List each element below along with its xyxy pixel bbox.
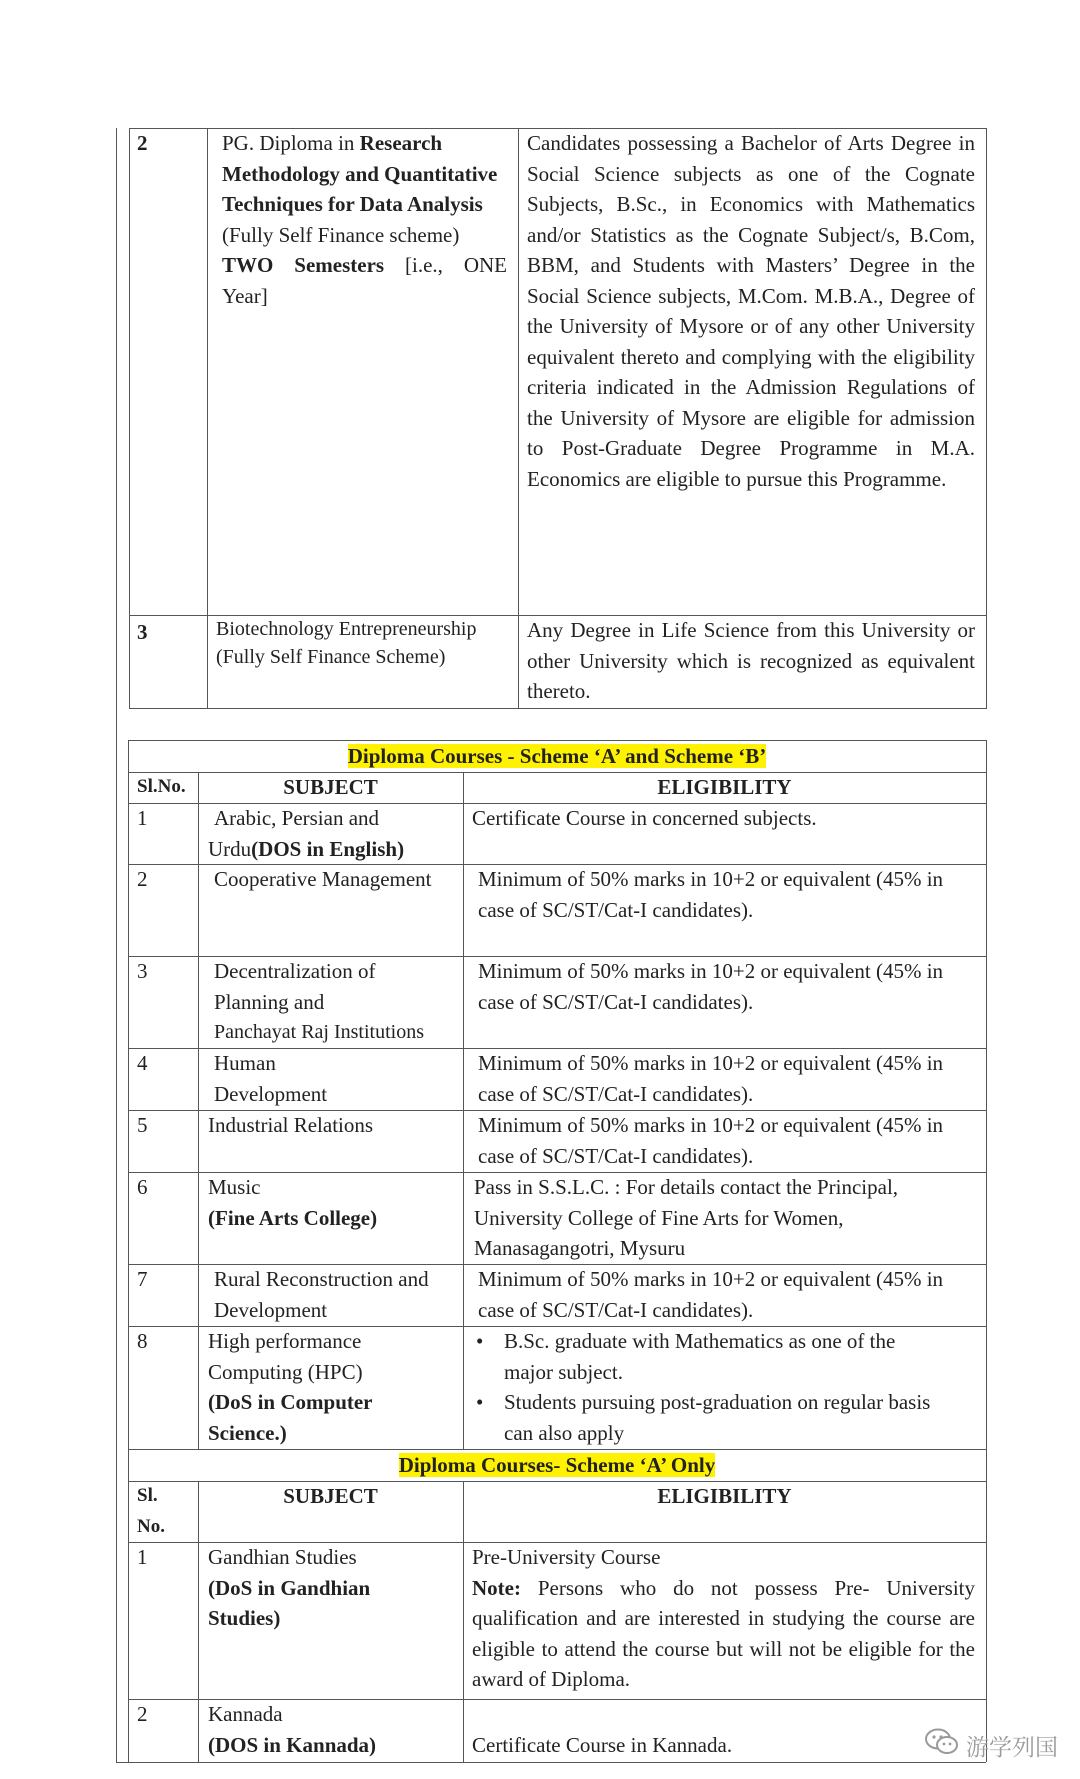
eligibility-text: Any Degree in Life Science from this University or other University which is recognized as equivalent thereto.: [527, 618, 975, 703]
wechat-icon: [924, 1727, 960, 1763]
table-row-sl: 6: [137, 1175, 148, 1199]
column-header-eligibility: ELIGIBILITY: [657, 775, 792, 799]
eligibility-text: Pre-University Course Note: Persons who do not possess Pre- University qualification and are interested in studying the course are eligible to attend the course but will not be eligible for the award of Diploma.: [472, 1545, 975, 1691]
subject-name: Cooperative Management: [214, 867, 432, 891]
subject-name: Gandhian Studies (DoS in Gandhian Studies): [208, 1545, 371, 1630]
eligibility-text: Pass in S.S.L.C. : For details contact the Principal, University College of Fine Arts for Women, Manasagangotri, Mysuru: [474, 1175, 899, 1260]
subject-name: Kannada (DOS in Kannada): [208, 1702, 377, 1757]
section-title: Diploma Courses- Scheme ‘A’ Only: [398, 1453, 716, 1477]
subject-name: Rural Reconstruction and Development: [214, 1267, 429, 1322]
table-row-sl: 4: [137, 1051, 148, 1075]
eligibility-text: Minimum of 50% marks in 10+2 or equivalent (45% in case of SC/ST/Cat-I candidates).: [478, 1267, 944, 1322]
table-row-sl: 8: [137, 1329, 148, 1353]
subject-name: High performance Computing (HPC) (DoS in Computer Science.): [208, 1329, 373, 1445]
table-row-sl: 5: [137, 1113, 148, 1137]
course-name: PG. Diploma in Research Methodology and Quantitative Techniques for Data Analysis (Fully Self Finance scheme) TWO Semesters [i.e., ONE Year]: [222, 131, 507, 308]
column-header-subject: SUBJECT: [283, 1484, 378, 1508]
table-row-sl: 1: [137, 1545, 148, 1569]
column-header-sl: Sl. No.: [137, 1485, 165, 1537]
course-name: Biotechnology Entrepreneurship (Fully Self Finance Scheme): [216, 618, 477, 668]
subject-name: Human Development: [214, 1051, 328, 1106]
table-row-sl: 1: [137, 806, 148, 830]
table-row-sl: 3: [137, 620, 148, 644]
eligibility-text: Minimum of 50% marks in 10+2 or equivalent (45% in case of SC/ST/Cat-I candidates).: [478, 959, 944, 1014]
column-header-eligibility: ELIGIBILITY: [657, 1484, 792, 1508]
subject-name: Arabic, Persian and Urdu(DOS in English): [208, 806, 405, 861]
eligibility-text: Certificate Course in concerned subjects.: [472, 806, 817, 830]
table-row-sl: 2: [137, 131, 148, 155]
eligibility-text: Candidates possessing a Bachelor of Arts Degree in Social Science subjects as one of the Cognate Subjects, B.Sc., in Economics with Mathematics and/or Statistics as the Cognate Subject/s, B.Com, BBM, and Students with Masters’ Degree in the Social Science subjects, M.Com. M.B.A., Degree of the University of Mysore or of any other University equivalent thereto and complying with the eligibility criteria indicated in the Admission Regulations of the University of Mysore are eligible for admission to Post-Graduate Degree Programme in M.A. Economics are eligible to pursue this Programme.: [527, 131, 975, 491]
subject-name: Decentralization of Planning and Panchayat Raj Institutions: [214, 959, 424, 1043]
eligibility-text: Minimum of 50% marks in 10+2 or equivalent (45% in case of SC/ST/Cat-I candidates).: [478, 1113, 944, 1168]
watermark-text: 游学列国: [966, 1734, 1058, 1761]
eligibility-text: Minimum of 50% marks in 10+2 or equivalent (45% in case of SC/ST/Cat-I candidates).: [478, 1051, 944, 1106]
table-row-sl: 3: [137, 959, 148, 983]
list-item: • Students pursuing post-graduation on regular basis can also apply: [472, 1387, 942, 1448]
table-row-sl: 7: [137, 1267, 148, 1291]
eligibility-text: Certificate Course in Kannada.: [472, 1733, 733, 1757]
table-row-sl: 2: [137, 1702, 148, 1726]
watermark: [924, 1727, 1058, 1763]
eligibility-text: Minimum of 50% marks in 10+2 or equivalent (45% in case of SC/ST/Cat-I candidates).: [478, 867, 944, 922]
column-header-subject: SUBJECT: [283, 775, 378, 799]
eligibility-list: [472, 1326, 942, 1448]
section-title: Diploma Courses - Scheme ‘A’ and Scheme ‘B’: [347, 744, 767, 768]
subject-name: Music (Fine Arts College): [208, 1175, 378, 1230]
column-header-sl: Sl.No.: [137, 776, 186, 797]
table-row-sl: 2: [137, 867, 148, 891]
list-item: • B.Sc. graduate with Mathematics as one of the major subject.: [472, 1326, 942, 1387]
subject-name: Industrial Relations: [208, 1113, 374, 1137]
